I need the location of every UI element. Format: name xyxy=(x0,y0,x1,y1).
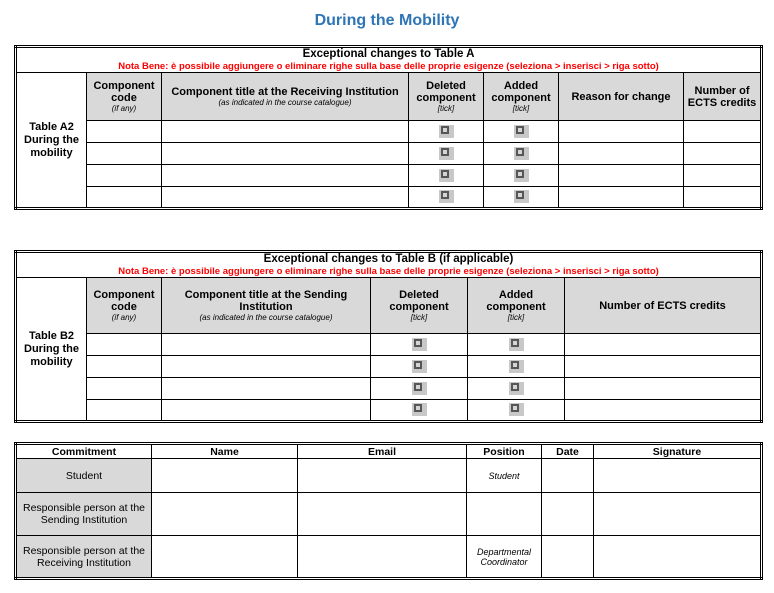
table-b2-caption-row xyxy=(16,252,762,278)
date-cell[interactable] xyxy=(542,536,594,579)
table-row-receiving-responsible xyxy=(16,536,762,579)
checkbox-icon[interactable] xyxy=(509,403,524,416)
commitment-label: Responsible person at the Sending Institution xyxy=(16,493,152,536)
deleted-component-cell xyxy=(409,143,484,165)
commitment-header-row xyxy=(16,444,762,459)
checkbox-icon[interactable] xyxy=(514,190,529,203)
checkbox-inner xyxy=(511,361,519,369)
name-cell[interactable] xyxy=(152,493,298,536)
col-header-date: Date xyxy=(542,444,594,459)
col-header-added-component xyxy=(468,278,565,334)
checkbox-icon[interactable] xyxy=(412,338,427,351)
component-title-cell[interactable] xyxy=(162,356,371,378)
col-header-ects-credits xyxy=(684,73,762,121)
col-header-sub: [tick] xyxy=(437,104,455,113)
component-code-cell[interactable] xyxy=(87,121,162,143)
table-b2-row-label: Table B2 During the mobility xyxy=(16,278,87,422)
date-cell[interactable] xyxy=(542,459,594,493)
ects-cell[interactable] xyxy=(684,165,762,187)
table-a2-caption: Exceptional changes to Table A xyxy=(302,48,475,60)
signature-cell[interactable] xyxy=(594,493,762,536)
ects-cell[interactable] xyxy=(684,143,762,165)
component-code-cell[interactable] xyxy=(87,143,162,165)
position-cell xyxy=(467,493,542,536)
signature-cell[interactable] xyxy=(594,536,762,579)
table-a2-row-label: Table A2 During the mobility xyxy=(16,73,87,209)
reason-cell[interactable] xyxy=(559,165,684,187)
table-row-sending-responsible xyxy=(16,493,762,536)
col-header-sub: (as indicated in the course catalogue) xyxy=(218,98,352,107)
checkbox-icon[interactable] xyxy=(514,125,529,138)
table-b2-header-row xyxy=(16,278,762,334)
signature-cell[interactable] xyxy=(594,459,762,493)
col-header-title: Added component xyxy=(491,80,551,104)
ects-cell[interactable] xyxy=(565,334,762,356)
checkbox-icon[interactable] xyxy=(439,147,454,160)
component-title-cell[interactable] xyxy=(162,143,409,165)
checkbox-icon[interactable] xyxy=(514,147,529,160)
position-cell: Departmental Coordinator xyxy=(467,536,542,579)
email-cell[interactable] xyxy=(298,493,467,536)
col-header-title: Component code xyxy=(93,289,155,313)
col-header-title: Number of ECTS credits xyxy=(687,84,757,109)
table-a2-header-row xyxy=(16,73,762,121)
commitment-label: Student xyxy=(16,459,152,493)
component-title-cell[interactable] xyxy=(162,187,409,209)
checkbox-inner xyxy=(441,126,449,134)
added-component-cell xyxy=(468,334,565,356)
checkbox-icon[interactable] xyxy=(514,169,529,182)
date-cell[interactable] xyxy=(542,493,594,536)
col-header-position: Position xyxy=(467,444,542,459)
checkbox-icon[interactable] xyxy=(439,190,454,203)
component-code-cell[interactable] xyxy=(87,187,162,209)
checkbox-inner xyxy=(516,191,524,199)
col-header-signature: Signature xyxy=(594,444,762,459)
table-a2 xyxy=(14,45,763,210)
col-header-sub: (if any) xyxy=(111,104,137,113)
ects-cell[interactable] xyxy=(684,121,762,143)
reason-cell[interactable] xyxy=(559,187,684,209)
col-header-email: Email xyxy=(298,444,467,459)
col-header-sub: [tick] xyxy=(512,104,530,113)
checkbox-inner xyxy=(441,148,449,156)
checkbox-inner xyxy=(414,339,422,347)
col-header-component-title xyxy=(162,73,409,121)
col-header-sub: (if any) xyxy=(111,313,137,322)
email-cell[interactable] xyxy=(298,536,467,579)
col-header-ects-credits xyxy=(565,278,762,334)
table-row xyxy=(16,356,762,378)
reason-cell[interactable] xyxy=(559,121,684,143)
col-header-name: Name xyxy=(152,444,298,459)
table-row xyxy=(16,165,762,187)
checkbox-inner xyxy=(414,404,422,412)
checkbox-icon[interactable] xyxy=(412,360,427,373)
added-component-cell xyxy=(468,356,565,378)
added-component-cell xyxy=(468,400,565,422)
component-code-cell[interactable] xyxy=(87,334,162,356)
added-component-cell xyxy=(484,165,559,187)
deleted-component-cell xyxy=(371,356,468,378)
ects-cell[interactable] xyxy=(565,378,762,400)
component-title-cell[interactable] xyxy=(162,121,409,143)
col-header-component-code xyxy=(87,73,162,121)
table-b2-nota-bene: Nota Bene: è possibile aggiungere o eliminare righe sulla base delle proprie esigenze (seleziona > inserisci > riga sotto) xyxy=(118,266,659,277)
ects-cell[interactable] xyxy=(565,400,762,422)
col-header-deleted-component xyxy=(371,278,468,334)
commitment-label: Responsible person at the Receiving Institution xyxy=(16,536,152,579)
table-row xyxy=(16,334,762,356)
added-component-cell xyxy=(484,187,559,209)
table-row xyxy=(16,378,762,400)
col-header-deleted-component xyxy=(409,73,484,121)
checkbox-icon[interactable] xyxy=(412,382,427,395)
col-header-sub: (as indicated in the course catalogue) xyxy=(199,313,333,322)
added-component-cell xyxy=(484,121,559,143)
col-header-title: Component code xyxy=(93,80,155,104)
checkbox-icon[interactable] xyxy=(439,125,454,138)
reason-cell[interactable] xyxy=(559,143,684,165)
table-row xyxy=(16,400,762,422)
ects-cell[interactable] xyxy=(565,356,762,378)
table-b2-caption-cell xyxy=(16,252,762,278)
table-a2-caption-row xyxy=(16,47,762,73)
checkbox-inner xyxy=(516,126,524,134)
name-cell[interactable] xyxy=(152,459,298,493)
component-code-cell[interactable] xyxy=(87,356,162,378)
col-header-title: Reason for change xyxy=(571,90,671,103)
col-header-title: Number of ECTS credits xyxy=(599,299,726,312)
col-header-title: Deleted component xyxy=(416,80,476,104)
position-cell: Student xyxy=(467,459,542,493)
table-a2-caption-cell xyxy=(16,47,762,73)
deleted-component-cell xyxy=(371,400,468,422)
checkbox-icon[interactable] xyxy=(509,338,524,351)
table-row xyxy=(16,143,762,165)
component-title-cell[interactable] xyxy=(162,378,371,400)
col-header-title: Component title at the Receiving Institution xyxy=(171,86,399,98)
added-component-cell xyxy=(484,143,559,165)
table-a2-nota-bene: Nota Bene: è possibile aggiungere o eliminare righe sulla base delle proprie esigenze (seleziona > inserisci > riga sotto) xyxy=(118,61,659,72)
col-header-component-code xyxy=(87,278,162,334)
added-component-cell xyxy=(468,378,565,400)
component-code-cell[interactable] xyxy=(87,378,162,400)
col-header-sub: [tick] xyxy=(507,313,525,322)
checkbox-inner xyxy=(414,361,422,369)
component-title-cell[interactable] xyxy=(162,165,409,187)
checkbox-inner xyxy=(516,170,524,178)
deleted-component-cell xyxy=(371,334,468,356)
ects-cell[interactable] xyxy=(684,187,762,209)
table-row xyxy=(16,121,762,143)
table-row xyxy=(16,187,762,209)
checkbox-icon[interactable] xyxy=(509,360,524,373)
checkbox-icon[interactable] xyxy=(439,169,454,182)
col-header-title: Added component xyxy=(486,289,546,313)
component-title-cell[interactable] xyxy=(162,334,371,356)
table-b2-caption: Exceptional changes to Table B (if applicable) xyxy=(263,253,514,265)
checkbox-icon[interactable] xyxy=(412,403,427,416)
col-header-component-title xyxy=(162,278,371,334)
checkbox-inner xyxy=(516,148,524,156)
component-title-cell[interactable] xyxy=(162,400,371,422)
deleted-component-cell xyxy=(409,121,484,143)
checkbox-inner xyxy=(511,339,519,347)
page-title: During the Mobility xyxy=(314,12,460,29)
col-header-sub: [tick] xyxy=(410,313,428,322)
checkbox-icon[interactable] xyxy=(509,382,524,395)
component-code-cell[interactable] xyxy=(87,400,162,422)
name-cell[interactable] xyxy=(152,536,298,579)
table-b2 xyxy=(14,250,763,423)
col-header-reason-for-change xyxy=(559,73,684,121)
email-cell[interactable] xyxy=(298,459,467,493)
col-header-added-component xyxy=(484,73,559,121)
checkbox-inner xyxy=(511,404,519,412)
checkbox-inner xyxy=(441,191,449,199)
deleted-component-cell xyxy=(409,187,484,209)
checkbox-inner xyxy=(511,383,519,391)
table-row-student xyxy=(16,459,762,493)
col-header-title: Component title at the Sending Institution xyxy=(184,289,348,313)
deleted-component-cell xyxy=(409,165,484,187)
checkbox-inner xyxy=(441,170,449,178)
commitment-table xyxy=(14,442,763,580)
deleted-component-cell xyxy=(371,378,468,400)
checkbox-inner xyxy=(414,383,422,391)
col-header-commitment: Commitment xyxy=(16,444,152,459)
col-header-title: Deleted component xyxy=(389,289,449,313)
component-code-cell[interactable] xyxy=(87,165,162,187)
